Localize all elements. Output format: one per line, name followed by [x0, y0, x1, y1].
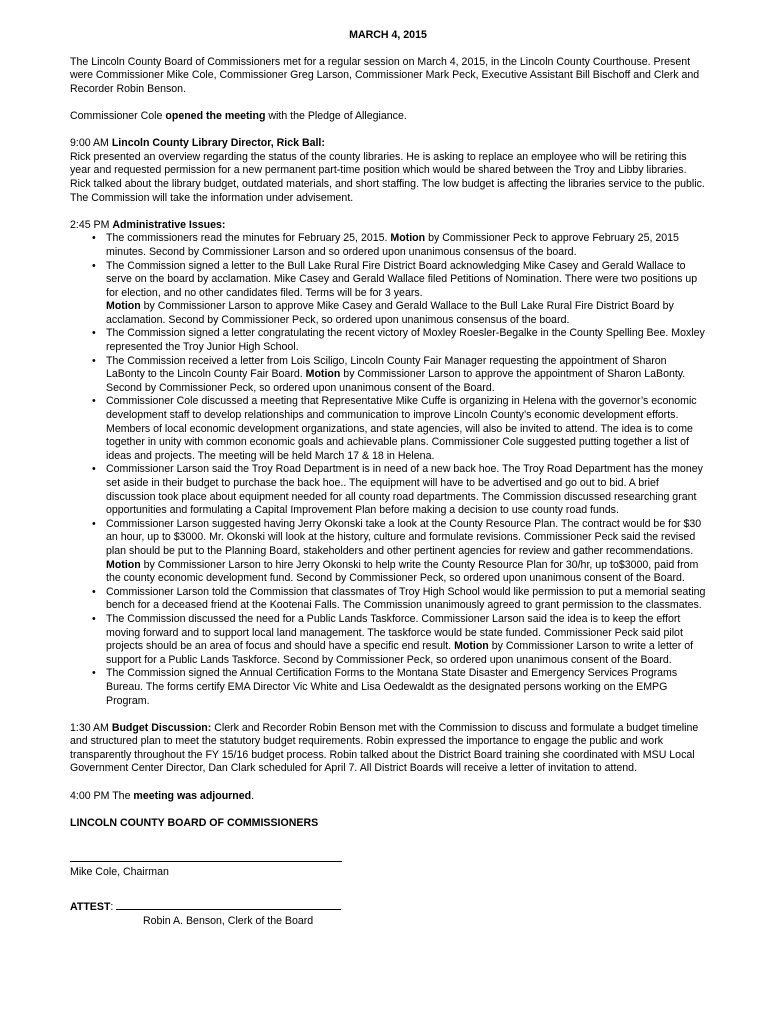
list-item	[106, 613, 706, 667]
adjourn-paragraph	[70, 790, 706, 804]
admin-heading: Administrative Issues:	[112, 218, 226, 231]
item-text: The Commission signed a letter to the Bull Lake Rural Fire District Board acknowledging Mike Casey and Gerald Wallace to serve on the board by acclamation. Mike Casey and Gerald Wallace filed Petitions of Nomination. There were two positions up for election, and no other candidates filed. Terms will be for 3 years.	[106, 259, 698, 299]
attest-line-row	[70, 899, 706, 915]
item-text: by Commissioner Peck to approve February 25, 2015 minutes. Second by Commissioner Larson and so ordered upon unanimous consensus of the board.	[106, 232, 679, 258]
admin-items-list	[70, 232, 706, 708]
library-heading-line	[70, 137, 706, 151]
library-heading: Lincoln County Library Director, Rick Ball:	[111, 137, 325, 150]
budget-body: Clerk and Recorder Robin Benson met with the Commission to discuss and formulate a budget timeline and structured plan to meet the statutory budget requirements. Robin expressed the importance to engage the public and work transparently throughout the FY 15/16 budget process. Robin talked about the District Board training she coordinated with MSU Local Government Center Director, Dan Clark scheduled for April 7. All District Boards will receive a letter of invitation to attend.	[70, 721, 699, 775]
motion-label: Motion	[305, 368, 341, 381]
item-text: The Commission signed a letter congratulating the recent victory of Moxley Roesler-Begalke in the County Spelling Bee. Moxley represented the Troy Junior High School.	[106, 327, 705, 354]
item-text: by Commissioner Larson to write a letter of support for a Public Lands Taskforce. Second by Commissioner Peck, so ordered upon unanimous consent of the Board.	[106, 640, 694, 666]
signature-block	[70, 848, 706, 928]
adjourn-bold: meeting was adjourned	[133, 789, 252, 802]
adjourn-post: .	[251, 789, 255, 802]
item-text: The Commission received a letter from Lois Sciligo, Lincoln County Fair Manager requesting the appointment of Sharon LaBonty to the Lincoln County Fair Board.	[106, 354, 667, 381]
board-heading-text: LINCOLN COUNTY BOARD OF COMMISSIONERS	[70, 816, 319, 829]
budget-time: 1:30 AM	[70, 721, 112, 734]
item-text: The Commission discussed the need for a Public Lands Taskforce. Commissioner Larson said the idea is to keep the effort moving forward and to support local land management. The taskforce would be state funded. Commissioner Peck said pilot projects should be an area of focus and should have a specific end result.	[106, 612, 683, 653]
attest-colon: :	[110, 901, 117, 914]
motion-label: Motion	[106, 300, 141, 313]
list-item	[106, 667, 706, 708]
list-item	[106, 586, 706, 613]
admin-heading-line	[70, 219, 706, 233]
item-text: Commissioner Larson suggested having Jerry Okonski take a look at the County Resource Plan. The contract would be for $30 an hour, up to $3000. Mr. Okonski will look at the history, culture and formulate revisions. Commissioner Peck said the revised plan should be put to the Planning Board, stakeholders and other pertinent agencies for review and gather recommendations.	[106, 517, 702, 557]
intro-paragraph: The Lincoln County Board of Commissioners met for a regular session on March 4, 2015, in the Lincoln County Courthouse. Present were Commissioner Mike Cole, Commissioner Greg Larson, Commissioner Mark Peck, Executive Assistant Bill Bischoff and Clerk and Recorder Robin Benson.	[70, 55, 700, 95]
item-text: by Commissioner Larson to approve the appointment of Sharon LaBonty. Second by Commissioner Peck, so ordered upon unanimous consent of the Board.	[106, 368, 686, 394]
opening-paragraph	[70, 110, 706, 124]
attest-label: ATTEST	[70, 901, 111, 914]
list-item	[106, 232, 706, 259]
chair-signature-line	[70, 848, 342, 862]
item-text: The commissioners read the minutes for February 25, 2015.	[106, 232, 391, 245]
list-item	[106, 395, 706, 463]
item-text: Commissioner Cole discussed a meeting that Representative Mike Cuffe is organizing in Helena with the governor’s economic development staff to develop relationships and communication to improve Lincoln County’s economic development efforts. Members of local economic development organizations, and state agencies, will also be invited to attend. The idea is to come together in unity with common economic goals and achievable plans. Commissioner Cole suggested putting together a list of ideas and projects. The meeting will be held March 17 & 18 in Helena.	[106, 395, 697, 462]
motion-label: Motion	[390, 232, 426, 245]
list-item	[106, 518, 706, 586]
board-heading	[70, 817, 706, 831]
adjourn-time: 4:00 PM The	[70, 789, 134, 802]
document-title: MARCH 4, 2015	[349, 29, 427, 41]
opening-bold: opened the meeting	[165, 109, 266, 122]
budget-paragraph	[70, 722, 706, 776]
motion-label: Motion	[454, 640, 489, 653]
library-section	[70, 137, 706, 205]
list-item	[106, 463, 706, 517]
clerk-name: Robin A. Benson, Clerk of the Board	[143, 914, 314, 927]
item-text: by Commissioner Larson to hire Jerry Okonski to help write the County Resource Plan for 30/hr, up to$3000, paid from the county economic development fund. Second by Commissioner Peck, so ordered upon unanimous consent of the Board.	[106, 558, 699, 585]
chair-name: Mike Cole, Chairman	[70, 866, 169, 879]
list-item	[106, 327, 706, 354]
budget-heading: Budget Discussion:	[111, 721, 212, 734]
list-item	[106, 260, 706, 328]
item-text: by Commissioner Larson to approve Mike Casey and Gerald Wallace to the Bull Lake Rural Fire District Board by acclamation. Second by Commissioner Peck, so ordered upon unanimous consensus of the board.	[106, 300, 674, 326]
item-text: The Commission signed the Annual Certification Forms to the Montana State Disaster and Emergency Services Programs Bureau. The forms certify EMA Director Vic White and Lisa Oedewaldt as the designated persons working on the EMPG Program.	[106, 667, 678, 707]
list-item	[106, 355, 706, 396]
opening-pre: Commissioner Cole	[70, 109, 166, 122]
attest-signature-line	[116, 899, 341, 910]
library-time: 9:00 AM	[70, 137, 112, 150]
admin-time: 2:45 PM	[70, 218, 113, 231]
admin-section	[70, 219, 706, 708]
opening-post: with the Pledge of Allegiance.	[265, 109, 407, 122]
document-page	[70, 29, 706, 928]
library-body: Rick presented an overview regarding the status of the county libraries. He is asking to replace an employee who will be retiring this year and requested permission for a new permanent part-time position which would be shared between the Troy and Libby libraries. Rick talked about the library budget, outdated materials, and short staffing. The low budget is affecting the libraries service to the public. The Commission will take the information under advisement.	[70, 150, 705, 204]
item-text: Commissioner Larson said the Troy Road Department is in need of a new back hoe. The Troy Road Department has the money set aside in their budget to purchase the back hoe.. The equipment will have to be advertised and go out to bid. A brief discussion took place about equipment needed for all county road departments. The Commission discussed researching grant opportunities and formulating a Capital Improvement Plan before making a decision to use county road funds.	[106, 463, 703, 517]
motion-label: Motion	[106, 558, 141, 571]
item-text: Commissioner Larson told the Commission that classmates of Troy High School would like permission to put a memorial seating bench for a deceased friend at the Kootenai Falls. The Commission unanimously agreed to grant permission to the classmates.	[106, 585, 706, 612]
